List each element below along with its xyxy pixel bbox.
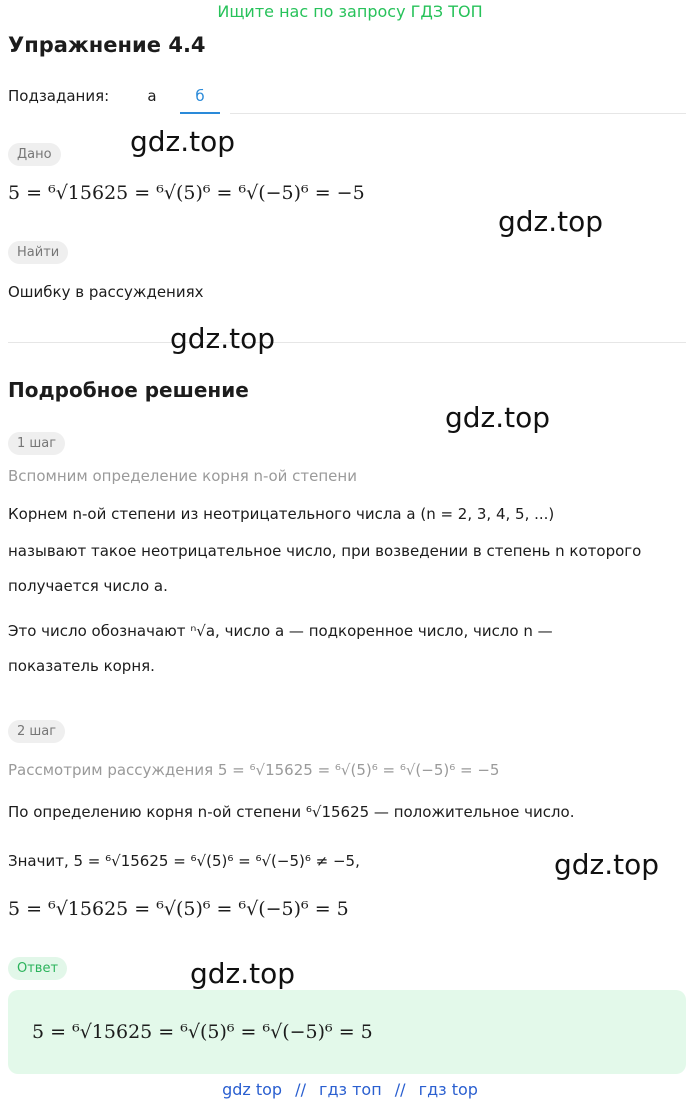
step2-caption: Рассмотрим рассуждения 5 = ⁶√15625 = ⁶√(5)⁶ = ⁶√(−5)⁶ = −5	[8, 761, 500, 779]
answer-formula: 5 = ⁶√15625 = ⁶√(5)⁶ = ⁶√(−5)⁶ = 5	[32, 1021, 373, 1043]
tabs-divider	[230, 113, 686, 114]
watermark: gdz.top	[498, 205, 604, 238]
watermark: gdz.top	[445, 401, 551, 434]
promo-banner: Ищите нас по запросу ГДЗ ТОП	[217, 2, 483, 21]
find-badge: Найти	[8, 241, 68, 264]
footer-link-gdz-top-ru[interactable]: гдз топ	[319, 1080, 382, 1099]
step2-line2: Значит, 5 = ⁶√15625 = ⁶√(5)⁶ = ⁶√(−5)⁶ ≠ −5,	[8, 852, 360, 870]
step1-badge: 1 шаг	[8, 432, 65, 455]
footer-separator: //	[394, 1080, 406, 1099]
solution-heading: Подробное решение	[8, 378, 249, 402]
given-badge: Дано	[8, 143, 61, 166]
step2-line3: 5 = ⁶√15625 = ⁶√(5)⁶ = ⁶√(−5)⁶ = 5	[8, 898, 349, 920]
step1-line4: Это число обозначают ⁿ√a, число a — подкоренное число, число n —	[8, 622, 553, 640]
given-formula: 5 = ⁶√15625 = ⁶√(5)⁶ = ⁶√(−5)⁶ = −5	[8, 182, 365, 204]
page-title: Упражнение 4.4	[8, 33, 206, 57]
watermark: gdz.top	[190, 957, 296, 990]
footer-separator: //	[295, 1080, 306, 1099]
watermark: gdz.top	[554, 848, 660, 881]
find-text: Ошибку в рассуждениях	[8, 283, 204, 301]
footer-link-gdz-top[interactable]: gdz top	[222, 1080, 283, 1099]
section-divider	[8, 342, 686, 343]
step1-caption: Вспомним определение корня n-ой степени	[8, 467, 357, 485]
watermark: gdz.top	[170, 322, 276, 355]
footer-links	[0, 1080, 700, 1099]
answer-badge: Ответ	[8, 957, 67, 980]
watermark: gdz.top	[130, 125, 236, 158]
active-tab-indicator	[180, 112, 220, 114]
step1-line1: Корнем n-ой степени из неотрицательного числа a (n = 2, 3, 4, 5, ...)	[8, 505, 555, 523]
step2-line1: По определению корня n-ой степени ⁶√15625 — положительное число.	[8, 803, 575, 821]
step1-line5: показатель корня.	[8, 657, 155, 675]
footer-link-gdz-top-mixed[interactable]: гдз top	[418, 1080, 478, 1099]
tab-b[interactable]: б	[195, 87, 205, 105]
step2-badge: 2 шаг	[8, 720, 65, 743]
subtasks-label: Подзадания:	[8, 87, 110, 105]
step1-line3: получается число a.	[8, 577, 168, 595]
tab-a[interactable]: а	[147, 87, 157, 105]
step1-line2: называют такое неотрицательное число, при возведении в степень n которого	[8, 542, 642, 560]
